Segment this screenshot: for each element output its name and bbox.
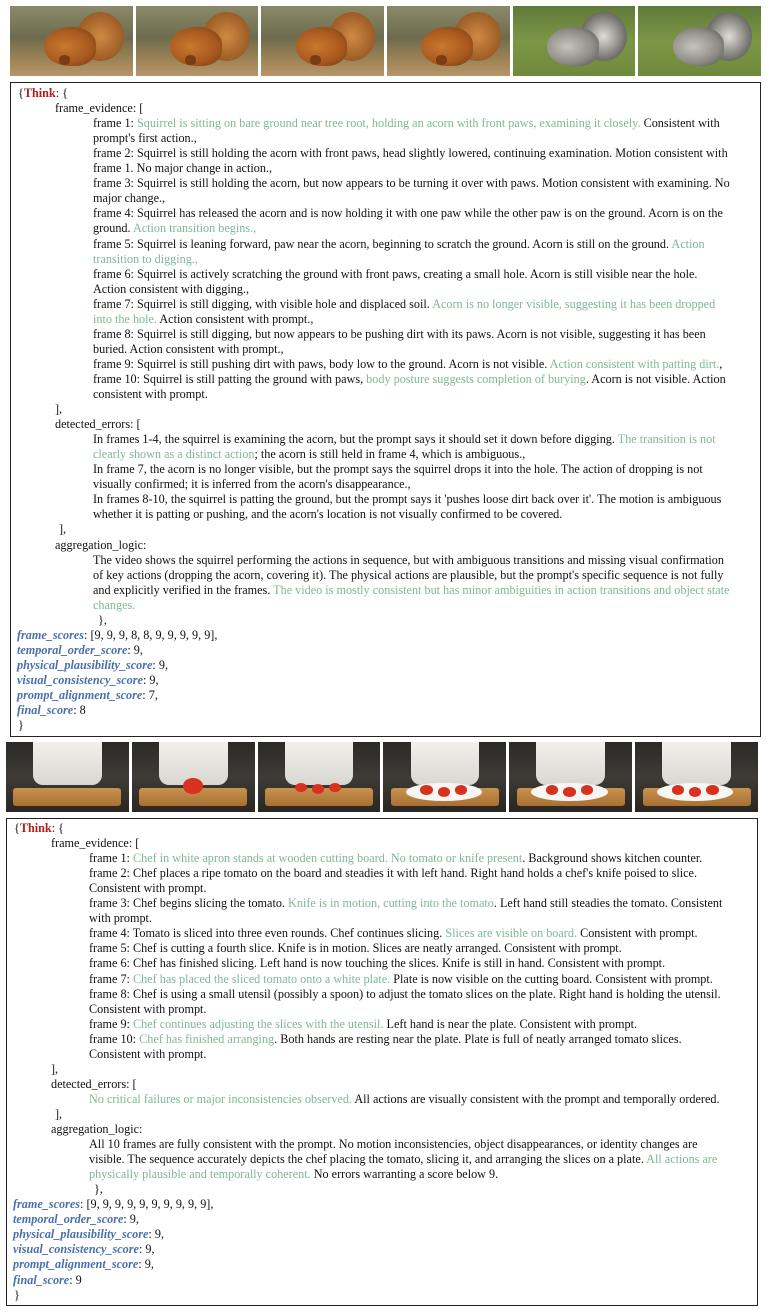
body-text: , (719, 356, 723, 371)
score-label: final_score (13, 1272, 70, 1287)
score-label: temporal_order_score (17, 642, 128, 657)
detected-error-line (93, 432, 716, 447)
highlight-text: Chef has finished arranging (139, 1031, 275, 1046)
frame-evidence-line (93, 161, 272, 176)
body-text: Left hand is near the plate. Consistent with prompt. (383, 1016, 637, 1031)
chef-frame-5 (509, 742, 632, 812)
score-colon: : (73, 703, 80, 718)
detected-errors-label: detected_errors: [ (51, 1076, 137, 1091)
body-text: . Left hand still steadies the tomato. Consistent (493, 896, 723, 911)
frame-evidence-line (89, 1032, 682, 1047)
highlight-text: All actions are (646, 1152, 718, 1167)
score-value: 9, (145, 1242, 155, 1257)
frame-evidence-line (93, 252, 198, 267)
squirrel-frame-5 (513, 6, 636, 76)
body-text: prompt's first action., (93, 131, 197, 146)
errors-close: ], (59, 522, 67, 537)
frame-evidence-line (89, 1017, 637, 1032)
body-text: frame 8: Chef is using a small utensil (possibly a spoon) to adjust the tomato slices on the plate. Right hand is holding the utensil. (89, 986, 721, 1001)
aggregation-line (93, 598, 135, 613)
frame-evidence-line (89, 896, 722, 911)
highlight-text: The video is mostly consistent but has minor ambiguities in action transitions and object state (273, 582, 730, 597)
frame-evidence-line (93, 297, 715, 312)
frame-evidence-line (93, 387, 208, 402)
think-open: : { (55, 86, 69, 100)
think-open: : { (51, 821, 65, 835)
score-colon: : (152, 657, 159, 672)
score-colon: : (138, 1257, 145, 1272)
frame-evidence-line (93, 282, 249, 297)
frame-evidence-line (93, 237, 705, 252)
frame-evidence-line (93, 221, 256, 236)
score-label: visual_consistency_score (13, 1242, 139, 1257)
frame-evidence-line (89, 1002, 206, 1017)
body-text: buried. Action consistent with prompt., (93, 341, 284, 356)
frame-evidence-line (89, 881, 206, 896)
body-text: Consistent with prompt. (89, 881, 207, 896)
body-text: visible. The sequence accurately depicts the chef placing the tomato, slicing it, and arranging the slices on a plate. (89, 1152, 647, 1167)
detected-error-line (93, 447, 525, 462)
score-label: prompt_alignment_score (17, 688, 143, 702)
score-line (13, 1227, 164, 1242)
open-brace: { (18, 86, 24, 100)
body-text: frame 3: Chef begins slicing the tomato. (89, 896, 289, 911)
frame-evidence-line (93, 206, 723, 221)
body-text: frame 6: Squirrel is actively scratching the ground with front paws, creating a small hole. Acorn is still visible near the hole. (93, 266, 698, 281)
body-text: ; the acorn is still held in frame 4, which is ambiguous., (254, 447, 526, 462)
highlight-text: physically plausible and temporally coherent. (89, 1167, 311, 1182)
score-label: visual_consistency_score (17, 672, 143, 687)
body-text: with prompt. (89, 911, 152, 926)
body-text: Consistent with prompt. (89, 1046, 207, 1061)
bracket-close: ], (51, 1061, 59, 1076)
highlight-text: Chef in white apron stands at wooden cutting board. No tomato or knife present (133, 851, 523, 866)
body-text: In frames 1-4, the squirrel is examining the acorn, but the prompt says it should set it down before digging. (93, 432, 618, 447)
score-colon: : (127, 642, 134, 657)
score-colon: : (80, 1197, 87, 1212)
aggregation-logic-label: aggregation_logic: (51, 1122, 143, 1136)
frame-evidence-line (93, 357, 722, 372)
score-value: 9 (75, 1272, 82, 1287)
body-text: frame 3: Squirrel is still holding the acorn, but now appears to be turning it over with paws. Motion consistent with examining. No (93, 176, 730, 191)
score-value: 9, (154, 1227, 164, 1242)
open-brace: { (14, 821, 20, 835)
score-colon: : (84, 627, 91, 642)
highlight-text: changes. (93, 597, 136, 612)
score-colon: : (148, 1227, 155, 1242)
frame-evidence-line (93, 176, 730, 191)
frame-evidence-line (93, 116, 720, 131)
body-text: All actions are visually consistent with the prompt and temporally ordered. (351, 1091, 720, 1106)
body-text: frame 2: Chef places a ripe tomato on the board and steadies it with left hand. Right hand holds a chef's knife poised to slice. (89, 866, 698, 881)
body-text: frame 2: Squirrel is still holding the acorn with front paws, head slightly lowered, continuing examination. Motion consistent with (93, 146, 728, 161)
score-line (17, 628, 217, 643)
detected-error-line (93, 462, 703, 477)
body-text: Consistent with (640, 116, 720, 131)
body-text: In frame 7, the acorn is no longer visible, but the prompt says the squirrel drops it into the hole. The action of dropping is not (93, 462, 703, 477)
highlight-text: Squirrel is sitting on bare ground near tree root, holding an acorn with front paws, examining it closely. (137, 116, 641, 131)
body-text: consistent with prompt. (93, 387, 208, 401)
detected-error-line (93, 492, 721, 507)
body-text: frame 6: Chef has finished slicing. Left hand is now touching the slices. Knife is still in hand. Consistent with prompt. (89, 956, 666, 971)
score-colon: : (142, 672, 150, 687)
highlight-text: body posture suggests completion of burying (366, 371, 586, 386)
squirrel-frame-2 (136, 6, 259, 76)
score-colon: : (142, 688, 149, 702)
score-value: 9, (158, 657, 168, 672)
score-value: 8 (79, 703, 86, 718)
body-text: Consistent with prompt. (89, 1001, 207, 1016)
bracket-close: ], (55, 402, 63, 417)
body-text: of key actions (dropping the acorn, covering it). The physical actions are plausible, but the prompt's specific sequence is not fully (93, 567, 724, 582)
squirrel-frame-strip (10, 6, 761, 76)
frame-evidence-line (89, 972, 713, 987)
score-line (17, 658, 168, 673)
body-text: visually confirmed; it is inferred from the acorn's disappearance., (93, 477, 411, 492)
frame-evidence-line (93, 327, 706, 342)
score-line (17, 673, 159, 688)
score-line (13, 1273, 82, 1288)
highlight-text: Slices are visible on board. (445, 926, 578, 941)
score-value: 9, (149, 672, 159, 687)
aggregation-line (93, 583, 729, 598)
highlight-text: clearly shown as a distinct action (93, 447, 255, 462)
aggregation-close: }, (98, 612, 107, 627)
aggregation-line (89, 1137, 698, 1152)
frame-evidence-line (89, 851, 702, 866)
frame-evidence-line (93, 267, 697, 282)
close-brace: } (18, 718, 24, 733)
body-text: Action consistent with prompt., (156, 311, 314, 326)
body-text: In frames 8-10, the squirrel is patting the ground, but the prompt says it 'pushes loose dirt back over it'. The motion is ambiguous (93, 492, 722, 507)
frame-evidence-line (93, 146, 728, 161)
highlight-text: Chef has placed the sliced tomato onto a white plate. (133, 971, 391, 986)
highlight-text: Action (671, 236, 705, 251)
errors-close: ], (55, 1106, 63, 1121)
body-text: ground. (93, 221, 133, 236)
body-text: No errors warranting a score below 9. (310, 1167, 499, 1182)
think-line (18, 86, 68, 101)
body-text: Plate is now visible on the cutting board. Consistent with prompt. (390, 971, 713, 986)
body-text: frame 10: (89, 1031, 140, 1046)
body-text: . Both hands are resting near the plate. Plate is full of neatly arranged tomato slices. (274, 1031, 682, 1046)
score-label: final_score (17, 703, 74, 718)
score-label: physical_plausibility_score (13, 1227, 149, 1242)
frame-evidence-line (93, 131, 197, 146)
body-text: frame 9: (89, 1016, 133, 1031)
frame-evidence-line (89, 956, 665, 971)
body-text: frame 1. No major change in action., (93, 161, 273, 176)
score-line (17, 688, 158, 703)
frame-evidence-line (93, 312, 313, 327)
score-colon: : (138, 1242, 146, 1257)
body-text: frame 5: Chef is cutting a fourth slice. Knife is in motion. Slices are neatly arranged. Consistent with prompt. (89, 941, 622, 956)
frame-evidence-line (89, 941, 622, 956)
frame-evidence-label: frame_evidence: [ (55, 101, 144, 116)
score-label: frame_scores (17, 627, 85, 642)
score-value: 9, (129, 1212, 139, 1227)
score-label: physical_plausibility_score (17, 657, 153, 672)
frame-evidence-line (89, 1047, 206, 1062)
score-value: 9, (144, 1257, 154, 1272)
chef-frame-1 (6, 742, 129, 812)
frame-evidence-line (89, 926, 698, 941)
frame-evidence-label: frame_evidence: [ (51, 836, 140, 851)
chef-frame-6 (635, 742, 758, 812)
score-value: [9, 9, 9, 8, 8, 9, 9, 9, 9, 9], (90, 627, 218, 642)
score-value: 9, (133, 642, 143, 657)
highlight-text: Action transition begins., (132, 221, 257, 236)
body-text: whether it is patting or pushing, and the acorn's location is not visually confirmed to be covered. (93, 507, 563, 522)
frame-evidence-line (89, 987, 721, 1002)
highlight-text: transition to digging., (93, 251, 198, 266)
body-text: frame 9: Squirrel is still pushing dirt with paws, body low to the ground. Acorn is not visible. (93, 356, 550, 371)
body-text: frame 7: Squirrel is still digging, with visible hole and displaced soil. (93, 296, 433, 311)
frame-evidence-line (89, 911, 152, 926)
chef-frame-2 (132, 742, 255, 812)
detected-error-line (89, 1092, 720, 1107)
score-line (17, 703, 86, 718)
score-colon: : (123, 1212, 130, 1227)
think-label: Think (19, 821, 52, 835)
highlight-text: into the hole. (93, 311, 157, 326)
body-text: . Acorn is not visible. Action (585, 371, 726, 386)
body-text: The video shows the squirrel performing the actions in sequence, but with ambiguous transitions and missing visual confirmation (93, 552, 724, 567)
detected-errors-label: detected_errors: [ (55, 417, 141, 432)
body-text: frame 5: Squirrel is leaning forward, paw near the acorn, beginning to scratch the ground. Acorn is still on the ground. (93, 236, 672, 251)
body-text: major change., (93, 191, 166, 206)
squirrel-frame-3 (261, 6, 384, 76)
squirrel-frame-1 (10, 6, 133, 76)
think-line (14, 821, 64, 836)
aggregation-logic-label: aggregation_logic: (55, 537, 147, 552)
body-text: frame 4: Squirrel has released the acorn and is now holding it with one paw while the other paw is on the ground. Acorn is on the (93, 206, 723, 221)
score-label: frame_scores (13, 1197, 81, 1212)
highlight-text: No critical failures or major inconsistencies observed. (89, 1091, 352, 1106)
chef-frame-4 (383, 742, 506, 812)
body-text: frame 8: Squirrel is still digging, but now appears to be pushing dirt with its paws. Acorn is not visible, suggesting it has been (93, 326, 706, 341)
squirrel-frame-4 (387, 6, 510, 76)
body-text: frame 7: (89, 971, 133, 986)
highlight-text: The transition is not (617, 432, 716, 447)
score-line (13, 1242, 155, 1257)
score-line (13, 1197, 213, 1212)
frame-evidence-line (93, 342, 284, 357)
body-text: frame 10: Squirrel is still patting the ground with paws, (93, 371, 367, 386)
highlight-text: Acorn is no longer visible, suggesting it has been dropped (432, 296, 716, 311)
body-text: Consistent with prompt. (577, 926, 698, 941)
chef-frame-3 (258, 742, 381, 812)
body-text: . Background shows kitchen counter. (522, 851, 703, 866)
highlight-text: Chef continues adjusting the slices with the utensil. (133, 1016, 384, 1031)
score-value: [9, 9, 9, 9, 9, 9, 9, 9, 9, 9], (86, 1197, 214, 1212)
aggregation-line (89, 1152, 717, 1167)
body-text: frame 1: (89, 851, 133, 866)
think-label: Think (23, 86, 56, 100)
body-text: and explicitly verified in the frames. (93, 582, 274, 597)
detected-error-line (93, 477, 411, 492)
score-line (17, 643, 143, 658)
body-text: All 10 frames are fully consistent with the prompt. No motion inconsistencies, object disappearances, or identity changes are (89, 1137, 698, 1152)
body-text: Action consistent with digging., (93, 281, 250, 296)
aggregation-line (93, 568, 723, 583)
chef-frame-strip (6, 742, 758, 812)
aggregation-line (93, 553, 724, 568)
score-label: temporal_order_score (13, 1212, 124, 1227)
score-value: 7, (148, 688, 158, 702)
body-text: frame 4: Tomato is sliced into three even rounds. Chef continues slicing. (89, 926, 446, 941)
close-brace: } (14, 1287, 20, 1302)
score-line (13, 1257, 154, 1272)
score-line (13, 1212, 139, 1227)
aggregation-close: }, (94, 1182, 103, 1197)
frame-evidence-line (93, 191, 165, 206)
detected-error-line (93, 507, 562, 522)
score-colon: : (69, 1272, 76, 1287)
body-text: frame 1: (93, 116, 137, 131)
highlight-text: Knife is in motion, cutting into the tomato (288, 896, 494, 911)
frame-evidence-line (89, 866, 697, 881)
frame-evidence-line (93, 372, 726, 387)
squirrel-frame-6 (638, 6, 761, 76)
highlight-text: Action consistent with patting dirt. (549, 356, 720, 371)
aggregation-line (89, 1167, 498, 1182)
score-label: prompt_alignment_score (13, 1257, 139, 1272)
